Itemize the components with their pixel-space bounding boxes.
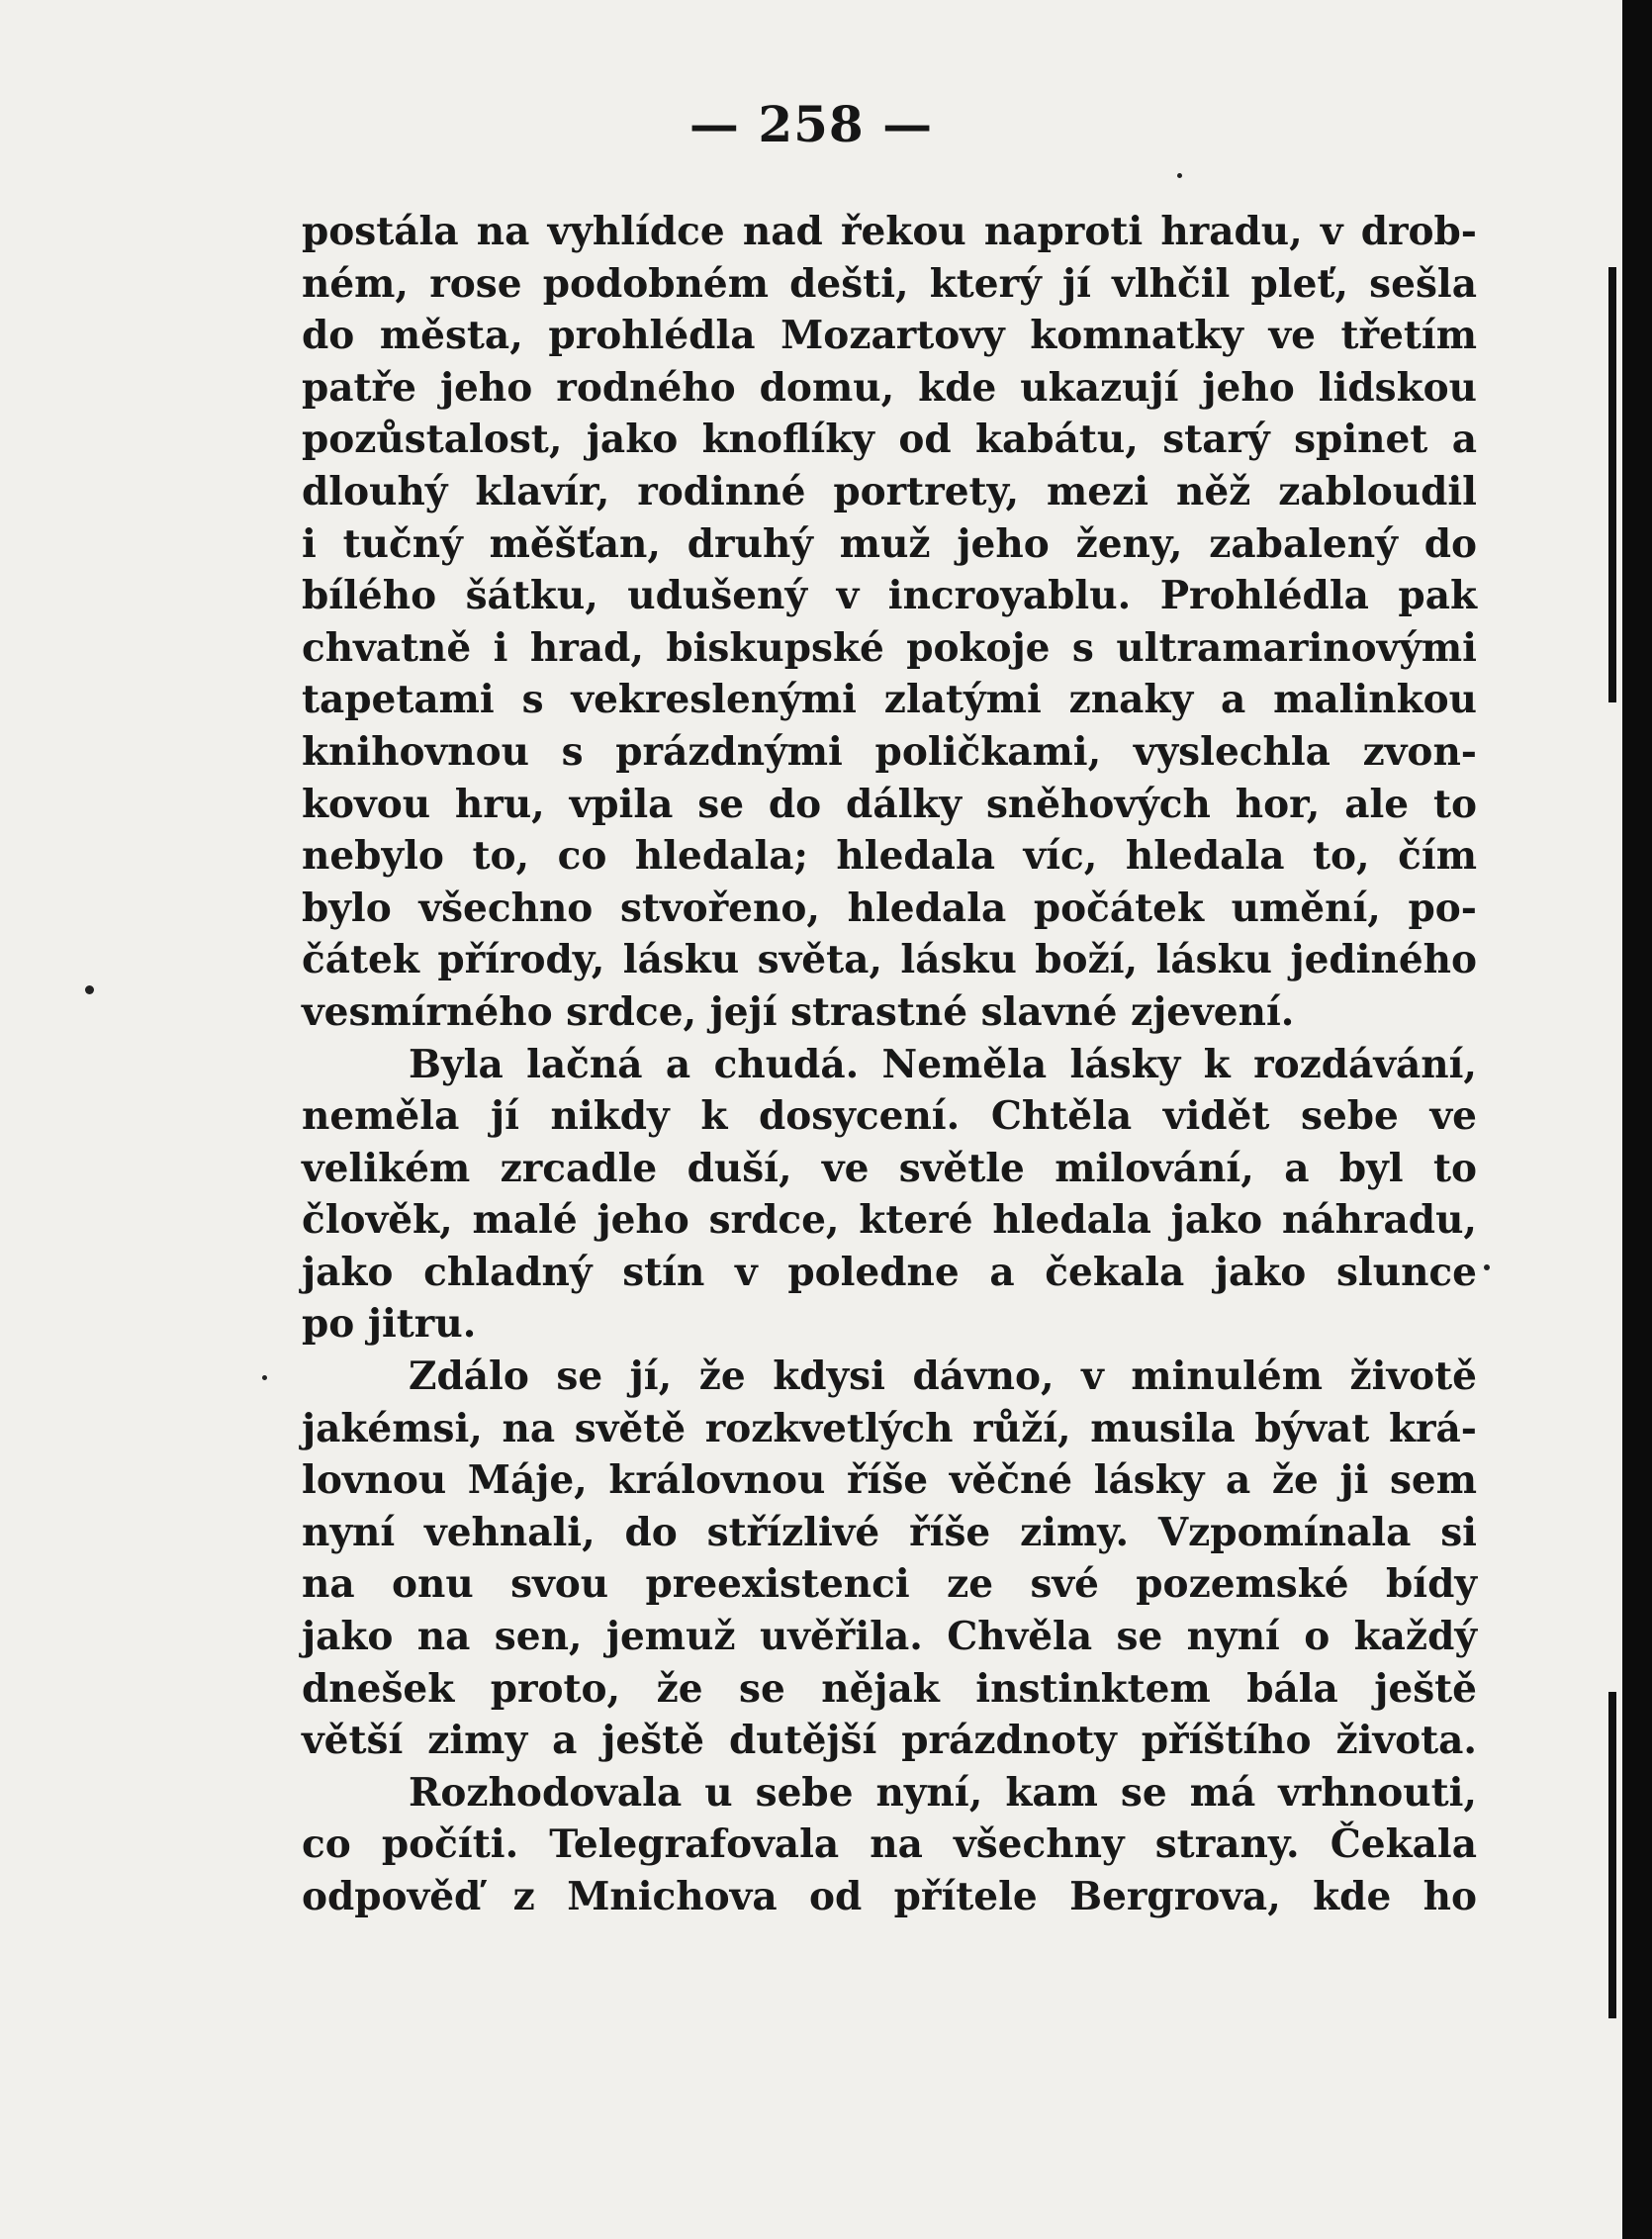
text-line: vesmírného srdce, její strastné slavné zjevení. — [302, 988, 1295, 1035]
text-line: do města, prohlédla Mozartovy komnatky ve třetím — [302, 313, 1477, 359]
binding-mark — [1608, 1692, 1616, 2018]
text-line: člověk, malé jeho srdce, které hledala jako náhradu, — [302, 1197, 1477, 1244]
print-speck — [262, 1375, 267, 1380]
text-line: lovnou Máje, královnou říše věčné lásky a že ji sem — [302, 1457, 1477, 1504]
page-number: — 258 — — [688, 95, 934, 153]
text-line: neměla jí nikdy k dosycení. Chtěla vidět sebe ve — [302, 1093, 1477, 1140]
text-line: i tučný měšťan, druhý muž jeho ženy, zabalený do — [302, 520, 1477, 567]
text-line: Rozhodovala u sebe nyní, kam se má vrhnouti, — [409, 1769, 1477, 1816]
text-line: velikém zrcadle duší, ve světle milování, a byl to — [302, 1145, 1477, 1191]
text-line: bílého šátku, udušený v incroyablu. Prohlédla pak — [302, 573, 1477, 619]
text-line: kovou hru, vpila se do dálky sněhových hor, ale to — [302, 781, 1477, 827]
text-line: dnešek proto, že se nějak instinktem bála ještě — [302, 1665, 1477, 1712]
text-line: jakémsi, na světě rozkvetlých růží, musila bývat krá- — [302, 1405, 1477, 1451]
text-line: pozůstalost, jako knoflíky od kabátu, starý spinet a — [302, 417, 1477, 463]
text-line: Byla lačná a chudá. Neměla lásky k rozdávání, — [409, 1041, 1477, 1087]
text-line: dlouhý klavír, rodinné portrety, mezi něž zabloudil — [302, 468, 1477, 514]
text-line: Zdálo se jí, že kdysi dávno, v minulém životě — [409, 1353, 1477, 1400]
text-line: co počíti. Telegrafovala na všechny strany. Čekala — [302, 1821, 1477, 1868]
text-line: bylo všechno stvořeno, hledala počátek umění, po- — [302, 885, 1477, 931]
text-line: nyní vehnali, do střízlivé říše zimy. Vzpomínala si — [302, 1509, 1477, 1555]
body-text — [302, 206, 1477, 1923]
binding-mark — [1608, 267, 1616, 702]
text-line: chvatně i hrad, biskupské pokoje s ultramarinovými — [302, 624, 1477, 671]
text-line: po jitru. — [302, 1301, 477, 1348]
print-speck — [1484, 1264, 1490, 1270]
text-line: odpověď z Mnichova od přítele Bergrova, kde ho — [302, 1874, 1477, 1919]
text-line: jako chladný stín v poledne a čekala jako slunce — [302, 1249, 1477, 1295]
text-line: patře jeho rodného domu, kde ukazují jeho lidskou — [302, 364, 1477, 411]
print-speck — [1177, 173, 1182, 178]
page-edge-shadow — [1622, 0, 1652, 2239]
print-speck — [85, 985, 94, 994]
text-line: tapetami s vekreslenými zlatými znaky a malinkou — [302, 677, 1477, 723]
text-line: na onu svou preexistenci ze své pozemské bídy — [302, 1561, 1477, 1608]
text-line: čátek přírody, lásku světa, lásku boží, lásku jediného — [302, 937, 1477, 983]
text-line: ném, rose podobném dešti, který jí vlhčil pleť, sešla — [302, 260, 1477, 307]
text-line: nebylo to, co hledala; hledala víc, hledala to, čím — [302, 833, 1477, 880]
text-line: jako na sen, jemuž uvěřila. Chvěla se nyní o každý — [302, 1614, 1477, 1660]
text-line: knihovnou s prázdnými poličkami, vyslechla zvon- — [302, 728, 1477, 775]
text-line: postála na vyhlídce nad řekou naproti hradu, v drob- — [302, 209, 1477, 254]
text-line: větší zimy a ještě dutější prázdnoty příštího života. — [302, 1718, 1477, 1764]
